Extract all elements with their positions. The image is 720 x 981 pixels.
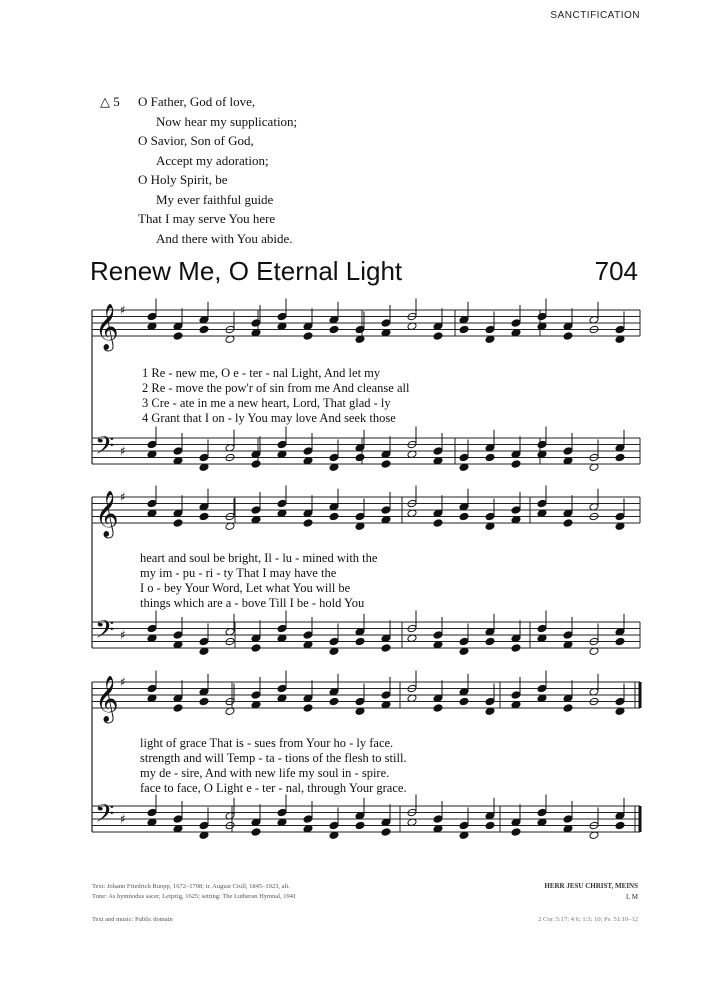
verse-line: 4 Grant that I on - ly You may love And seek those (142, 411, 396, 425)
text-credit: Text: Johann Friedrich Ruopp, 1672–1708; tr. August Crull, 1845–1923, alt. (92, 883, 290, 890)
treble-clef: 𝄞 (95, 304, 119, 350)
verse-line: 1 Re - new me, O e - ter - nal Light, And let my (142, 366, 381, 380)
notehead (329, 512, 339, 521)
notehead (303, 704, 313, 713)
notehead (303, 631, 313, 640)
notehead (303, 447, 313, 456)
notehead (537, 808, 547, 817)
stanza-line: O Holy Spirit, be (138, 172, 228, 187)
verse-line: face to face, O Light e - ter - nal, through Your grace. (140, 781, 407, 795)
sharp-sign: ♯ (120, 490, 126, 504)
notehead (615, 637, 625, 646)
notehead (329, 637, 339, 646)
notehead (173, 332, 183, 341)
notehead (355, 325, 365, 334)
notehead (511, 319, 521, 328)
stanza-line: That I may serve You here (138, 211, 276, 226)
notehead (355, 512, 365, 521)
notehead (459, 325, 469, 334)
notehead (147, 808, 157, 817)
notehead (147, 440, 157, 449)
notehead (511, 691, 521, 700)
notehead (329, 821, 339, 830)
notehead (355, 453, 365, 462)
notehead (485, 637, 495, 646)
notehead (251, 828, 261, 837)
tune-credit: Tune: As hymnodus sacer, Leipzig, 1625; setting: The Lutheran Hymnal, 1941 (92, 893, 297, 900)
notehead (277, 499, 287, 508)
verse-line: my im - pu - ri - ty That I may have the (140, 566, 337, 580)
notehead (147, 684, 157, 693)
notehead (615, 512, 625, 521)
notehead (459, 821, 469, 830)
notehead (433, 447, 443, 456)
notehead (147, 312, 157, 321)
notehead (381, 644, 391, 653)
notehead (199, 697, 209, 706)
notehead (459, 453, 469, 462)
notehead (277, 808, 287, 817)
notehead (615, 325, 625, 334)
sharp-sign: ♯ (120, 812, 126, 826)
section-header: SANCTIFICATION (550, 10, 640, 21)
bass-clef: 𝄢 (95, 799, 115, 835)
stanza-line: Accept my adoration; (156, 152, 269, 168)
notehead (563, 704, 573, 713)
notehead (433, 815, 443, 824)
notehead (355, 637, 365, 646)
sharp-sign: ♯ (120, 303, 126, 317)
notehead (615, 697, 625, 706)
notehead (199, 325, 209, 334)
notehead (303, 815, 313, 824)
stanza-line: O Savior, Son of God, (138, 133, 254, 148)
meter: L M (626, 893, 638, 901)
notehead (329, 325, 339, 334)
notehead (381, 319, 391, 328)
notehead (563, 631, 573, 640)
stanza-line: Now hear my supplication; (156, 113, 298, 129)
notehead (433, 519, 443, 528)
treble-clef: 𝄞 (95, 491, 119, 537)
notehead (485, 453, 495, 462)
notehead (615, 453, 625, 462)
notehead (511, 644, 521, 653)
notehead (329, 697, 339, 706)
notehead (511, 460, 521, 469)
notehead (537, 499, 547, 508)
notehead (277, 684, 287, 693)
notehead (433, 631, 443, 640)
notehead (355, 821, 365, 830)
notehead (485, 512, 495, 521)
verse-line: 3 Cre - ate in me a new heart, Lord, That glad - ly (142, 396, 391, 410)
notehead (433, 332, 443, 341)
sharp-sign: ♯ (120, 444, 126, 458)
stanza-line: O Father, God of love, (138, 94, 256, 109)
notehead (381, 828, 391, 837)
copyright: Text and music: Public domain (92, 916, 173, 923)
notehead (537, 624, 547, 633)
notehead (199, 637, 209, 646)
notehead (277, 312, 287, 321)
notehead (485, 821, 495, 830)
notehead (199, 453, 209, 462)
notehead (173, 519, 183, 528)
notehead (251, 460, 261, 469)
notehead (381, 460, 391, 469)
notehead (381, 506, 391, 515)
notehead (147, 624, 157, 633)
bass-clef: 𝄢 (95, 615, 115, 651)
verse-line: heart and soul be bright, Il - lu - mined with the (140, 551, 378, 565)
notehead (173, 815, 183, 824)
notehead (355, 697, 365, 706)
treble-clef: 𝄞 (95, 676, 119, 722)
tune-name: HERR JESU CHRIST, MEINS (544, 882, 638, 890)
notehead (303, 519, 313, 528)
stanza-marker: △ 5 (100, 94, 120, 109)
notehead (485, 697, 495, 706)
notehead (329, 453, 339, 462)
verse-line: 2 Re - move the pow'r of sin from me And cleanse all (142, 381, 410, 395)
notehead (511, 828, 521, 837)
notehead (173, 447, 183, 456)
verse-line: my de - sire, And with new life my soul in - spire. (140, 766, 390, 780)
notehead (199, 821, 209, 830)
notehead (563, 332, 573, 341)
verse-line: I o - bey Your Word, Let what You will be (140, 581, 351, 595)
verse-line: strength and will Temp - ta - tions of the flesh to still. (140, 751, 407, 765)
bass-clef: 𝄢 (95, 431, 115, 467)
notehead (511, 506, 521, 515)
notehead (459, 697, 469, 706)
notehead (563, 519, 573, 528)
sharp-sign: ♯ (120, 628, 126, 642)
notehead (277, 624, 287, 633)
notehead (563, 815, 573, 824)
notehead (147, 499, 157, 508)
notehead (251, 506, 261, 515)
verse-line: light of grace That is - sues from Your ho - ly face. (140, 736, 394, 750)
stanza-line: And there with You abide. (156, 230, 293, 246)
sharp-sign: ♯ (120, 675, 126, 689)
notehead (277, 440, 287, 449)
verse-line: things which are a - bove Till I be - hold You (140, 596, 365, 610)
notehead (537, 684, 547, 693)
scripture-refs: 2 Cor. 5:17; 4:6; 1:3; 10; Ps. 51:10–12 (538, 916, 638, 923)
notehead (615, 821, 625, 830)
notehead (173, 631, 183, 640)
notehead (303, 332, 313, 341)
notehead (251, 319, 261, 328)
hymn-number: 704 (594, 256, 638, 286)
notehead (173, 704, 183, 713)
notehead (537, 440, 547, 449)
notehead (563, 447, 573, 456)
notehead (459, 512, 469, 521)
notehead (199, 512, 209, 521)
hymn-title: Renew Me, O Eternal Light (90, 256, 403, 286)
notehead (251, 691, 261, 700)
notehead (459, 637, 469, 646)
notehead (537, 312, 547, 321)
notehead (381, 691, 391, 700)
notehead (251, 644, 261, 653)
notehead (485, 325, 495, 334)
stanza-line: My ever faithful guide (156, 191, 274, 207)
notehead (433, 704, 443, 713)
